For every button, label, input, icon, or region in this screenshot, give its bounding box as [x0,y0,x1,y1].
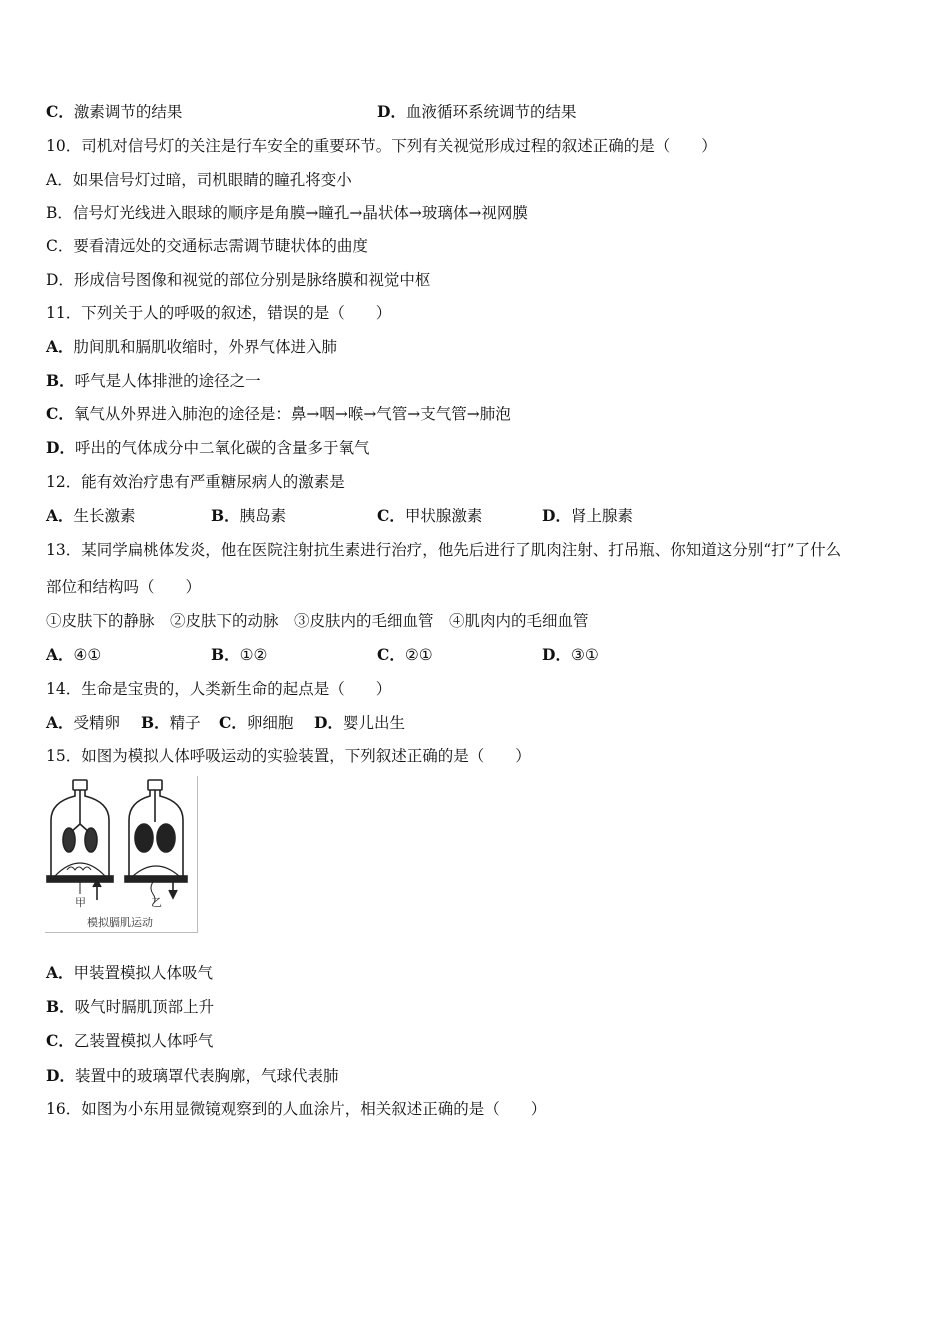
q10-option-b: B．信号灯光线进入眼球的顺序是角膜→瞳孔→晶状体→玻璃体→视网膜 [46,204,528,222]
q10-option-c: C．要看清远处的交通标志需调节睫状体的曲度 [46,237,368,255]
q12-option-a: A．生长激素 [46,506,136,525]
q10-option-a: A．如果信号灯过暗，司机眼睛的瞳孔将变小 [46,171,352,189]
q15-option-a: A．甲装置模拟人体吸气 [46,963,214,982]
q9-option-d: D．血液循环系统调节的结果 [377,102,577,121]
jar-yi [125,780,187,904]
figure-caption: 模拟膈肌运动 [87,916,153,929]
q13-option-c: C．②① [377,645,433,664]
q11-stem: 11．下列关于人的呼吸的叙述，错误的是（ ） [46,304,392,322]
q16-stem: 16．如图为小东用显微镜观察到的人血涂片，相关叙述正确的是（ ） [46,1100,547,1118]
jar-jia [47,780,113,900]
q11-option-c: C．氧气从外界进入肺泡的途径是：鼻→咽→喉→气管→支气管→肺泡 [46,404,511,423]
q12-option-d: D．肾上腺素 [542,506,633,525]
q9-option-c: C．激素调节的结果 [46,102,183,121]
q13-stem-line1: 13．某同学扁桃体发炎，他在医院注射抗生素进行治疗，他先后进行了肌肉注射、打吊瓶、你知道这分别“打”了什么 [46,541,842,559]
q12-option-b: B．胰岛素 [211,506,287,525]
q10-option-d: D．形成信号图像和视觉的部位分别是脉络膜和视觉中枢 [46,271,431,289]
q13-choices: ①皮肤下的静脉 ②皮肤下的动脉 ③皮肤内的毛细血管 ④肌肉内的毛细血管 [46,612,589,630]
label-jia: 甲 [75,896,86,909]
q15-option-b: B．吸气时膈肌顶部上升 [46,997,215,1016]
q14-option-d: D．婴儿出生 [314,713,405,732]
q15-option-d: D．装置中的玻璃罩代表胸廓，气球代表肺 [46,1066,339,1085]
q15-stem: 15．如图为模拟人体呼吸运动的实验装置，下列叙述正确的是（ ） [46,747,531,765]
breathing-model-figure [45,776,198,933]
q14-stem: 14．生命是宝贵的，人类新生命的起点是（ ） [46,680,392,698]
q14-option-a: A．受精卵 [46,713,121,732]
q13-stem-line2: 部位和结构吗（ ） [46,578,202,596]
label-yi: 乙 [151,896,162,909]
q14-option-b: B．精子 [141,713,201,732]
q10-stem: 10．司机对信号灯的关注是行车安全的重要环节。下列有关视觉形成过程的叙述正确的是（ ） [46,137,717,155]
q14-option-c: C．卵细胞 [219,713,294,732]
q15-option-c: C．乙装置模拟人体呼气 [46,1031,214,1050]
breathing-model-diagram [45,776,197,932]
q12-option-c: C．甲状腺激素 [377,506,483,525]
q11-option-a: A．肋间肌和膈肌收缩时，外界气体进入肺 [46,337,338,356]
q12-stem: 12．能有效治疗患有严重糖尿病人的激素是 [46,473,345,491]
q13-option-b: B．①② [211,645,268,664]
q13-option-a: A．④① [46,645,102,664]
q13-option-d: D．③① [542,645,599,664]
q11-option-d: D．呼出的气体成分中二氧化碳的含量多于氧气 [46,438,370,457]
q11-option-b: B．呼气是人体排泄的途径之一 [46,371,261,390]
